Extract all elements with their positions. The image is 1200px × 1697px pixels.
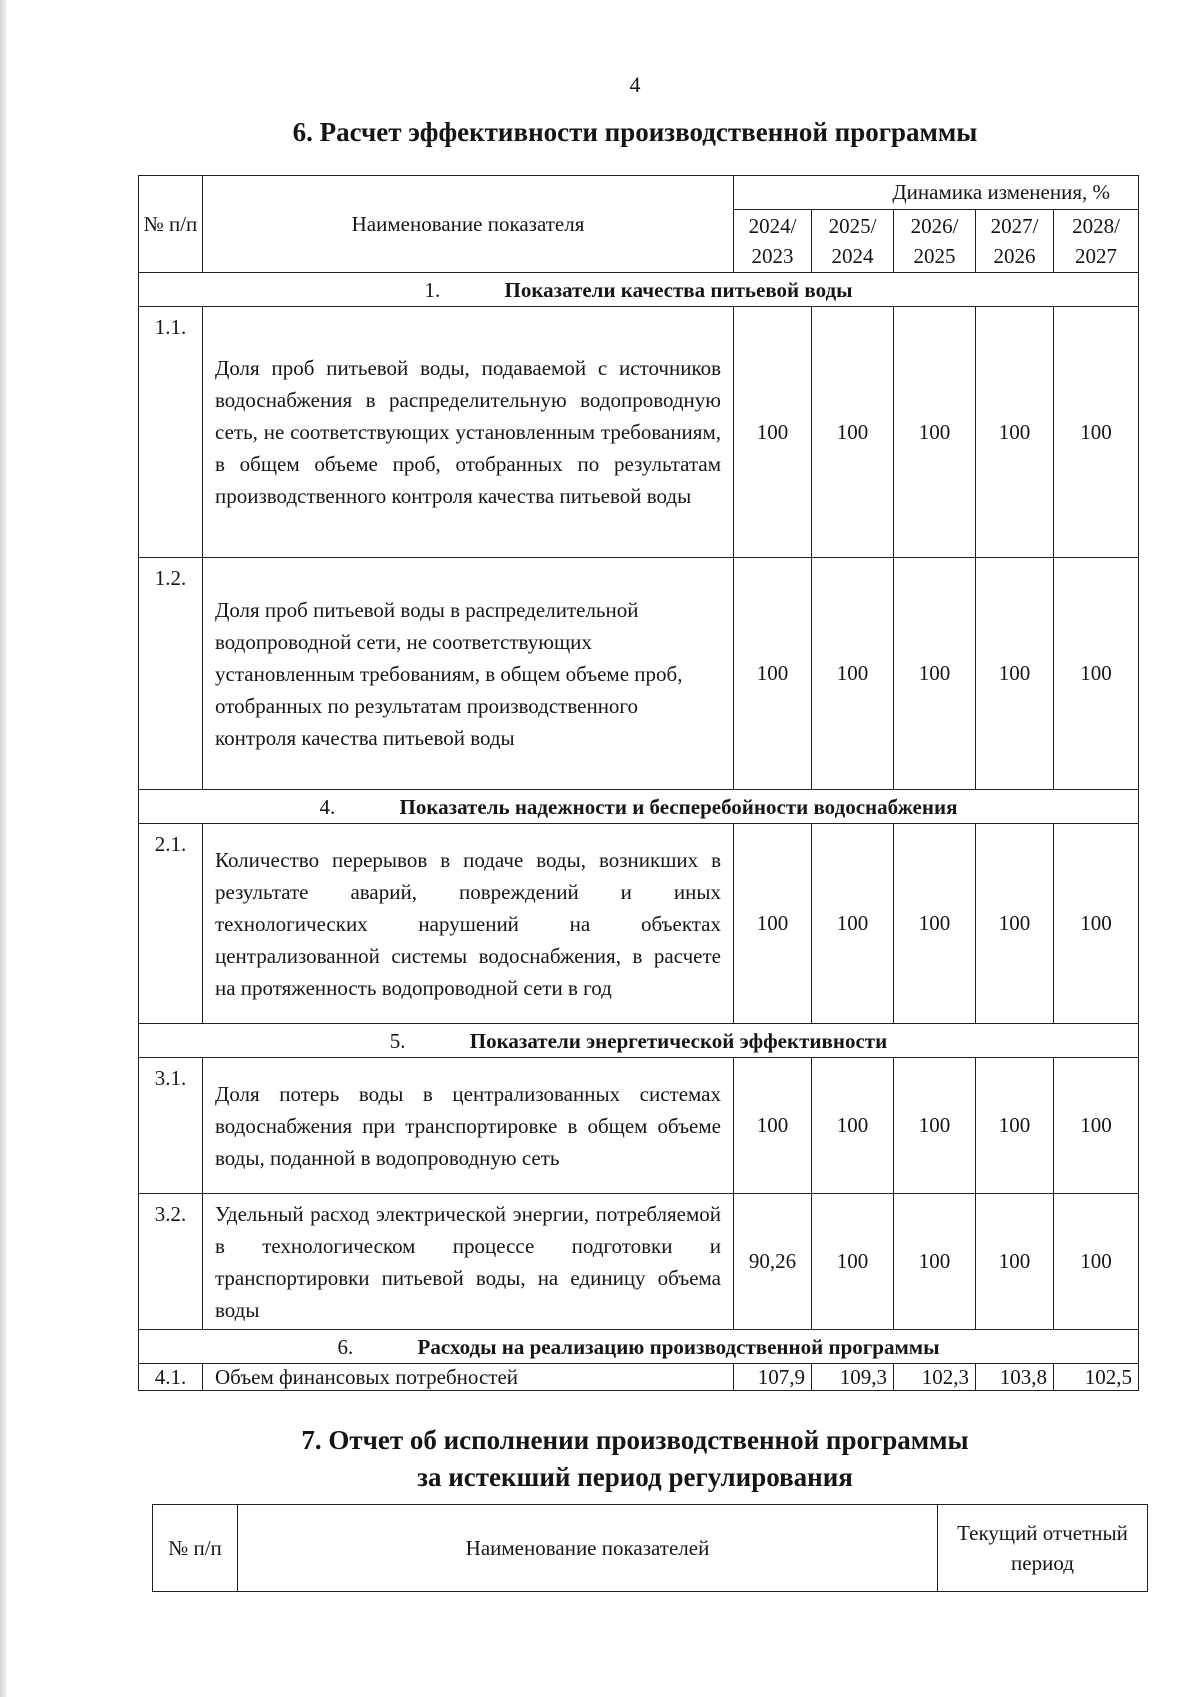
row-number: 1.1. — [139, 307, 203, 558]
row-description: Доля проб питьевой воды в распределительной водопроводной сети, не соответствующих установленным требованиям, в общем объеме проб, отобранных по результатам производственного контроля качества питьевой воды — [203, 558, 734, 790]
category-title: Расходы на реализацию производственной программы — [417, 1334, 940, 1359]
row-number: 4.1. — [139, 1364, 203, 1391]
row-number: 2.1. — [139, 824, 203, 1024]
row-value: 107,9 — [734, 1364, 812, 1391]
header-year: 2028/ 2027 — [1054, 210, 1139, 273]
header-name: Наименование показателя — [203, 176, 734, 273]
category-row — [139, 273, 1139, 307]
category-title: Показатели качества питьевой воды — [504, 277, 853, 302]
row-value: 100 — [894, 1058, 976, 1194]
row-value: 103,8 — [976, 1364, 1054, 1391]
category-number: 1. — [424, 277, 441, 302]
category-title: Показатель надежности и бесперебойности водоснабжения — [399, 794, 958, 819]
row-value: 100 — [976, 1194, 1054, 1330]
header-dynamics: Динамика изменения, % — [734, 176, 1139, 210]
category-number: 6. — [337, 1334, 354, 1359]
row-description: Доля проб питьевой воды, подаваемой с источников водоснабжения в распределительную водопроводную сеть, не соответствующих установленным требованиям, в общем объеме проб, отобранных по результатам производственного контроля качества питьевой воды — [203, 307, 734, 558]
row-value: 100 — [1054, 824, 1139, 1024]
section-7-title — [0, 1422, 1200, 1496]
header-year: 2026/ 2025 — [894, 210, 976, 273]
report-header-row — [153, 1505, 1148, 1592]
header-row-1 — [139, 176, 1139, 210]
row-value: 100 — [812, 558, 894, 790]
row-description: Удельный расход электрической энергии, потребляемой в технологическом процессе подготовки и транспортировки питьевой воды, на единицу объема воды — [203, 1194, 734, 1330]
table-row — [139, 1364, 1139, 1391]
report-table — [152, 1504, 1148, 1592]
row-value: 100 — [1054, 307, 1139, 558]
row-value: 100 — [894, 307, 976, 558]
header-num: № п/п — [139, 176, 203, 273]
category-cell — [139, 790, 1139, 824]
category-cell — [139, 1330, 1139, 1364]
row-description: Объем финансовых потребностей — [203, 1364, 734, 1391]
category-cell — [139, 273, 1139, 307]
row-value: 109,3 — [812, 1364, 894, 1391]
row-value: 100 — [976, 307, 1054, 558]
report-header-period: Текущий отчетный период — [938, 1505, 1148, 1592]
row-value: 100 — [812, 824, 894, 1024]
row-value: 100 — [894, 558, 976, 790]
row-value: 100 — [812, 1194, 894, 1330]
section-7-title-line-2: за истекший период регулирования — [417, 1462, 853, 1492]
row-value: 100 — [812, 307, 894, 558]
row-value: 100 — [812, 1058, 894, 1194]
header-year: 2024/ 2023 — [734, 210, 812, 273]
category-row — [139, 1330, 1139, 1364]
row-value: 100 — [894, 824, 976, 1024]
row-value: 100 — [1054, 1058, 1139, 1194]
row-value: 100 — [1054, 558, 1139, 790]
row-value: 100 — [734, 307, 812, 558]
row-value: 100 — [734, 824, 812, 1024]
row-value: 100 — [1054, 1194, 1139, 1330]
report-header-name: Наименование показателей — [238, 1505, 938, 1592]
row-value: 100 — [734, 558, 812, 790]
row-description: Доля потерь воды в централизованных системах водоснабжения при транспортировке в общем объеме воды, поданной в водопроводную сеть — [203, 1058, 734, 1194]
row-value: 90,26 — [734, 1194, 812, 1330]
row-value: 100 — [976, 558, 1054, 790]
row-number: 3.1. — [139, 1058, 203, 1194]
table-row — [139, 307, 1139, 558]
header-year: 2027/ 2026 — [976, 210, 1054, 273]
row-value: 100 — [734, 1058, 812, 1194]
row-number: 3.2. — [139, 1194, 203, 1330]
page-number: 4 — [629, 72, 641, 97]
row-value: 100 — [976, 824, 1054, 1024]
category-title: Показатели энергетической эффективности — [469, 1028, 888, 1053]
header-year: 2025/ 2024 — [812, 210, 894, 273]
category-number: 5. — [389, 1028, 406, 1053]
category-number: 4. — [319, 794, 336, 819]
row-value: 102,3 — [894, 1364, 976, 1391]
table-row — [139, 1194, 1139, 1330]
section-7-title-line-1: 7. Отчет об исполнении производственной программы — [301, 1425, 969, 1455]
row-description: Количество перерывов в подаче воды, возникших в результате аварий, повреждений и иных технологических нарушений на объектах централизованной системы водоснабжения, в расчете на протяженность водопроводной сети в год — [203, 824, 734, 1024]
row-value: 100 — [976, 1058, 1054, 1194]
category-row — [139, 1024, 1139, 1058]
table-row — [139, 1058, 1139, 1194]
table-row — [139, 824, 1139, 1024]
row-value: 100 — [894, 1194, 976, 1330]
report-header-num: № п/п — [153, 1505, 238, 1592]
row-value: 102,5 — [1054, 1364, 1139, 1391]
category-row — [139, 790, 1139, 824]
efficiency-table — [138, 175, 1139, 1391]
row-number: 1.2. — [139, 558, 203, 790]
section-6-title: 6. Расчет эффективности производственной программы — [292, 117, 978, 147]
table-row — [139, 558, 1139, 790]
category-cell — [139, 1024, 1139, 1058]
